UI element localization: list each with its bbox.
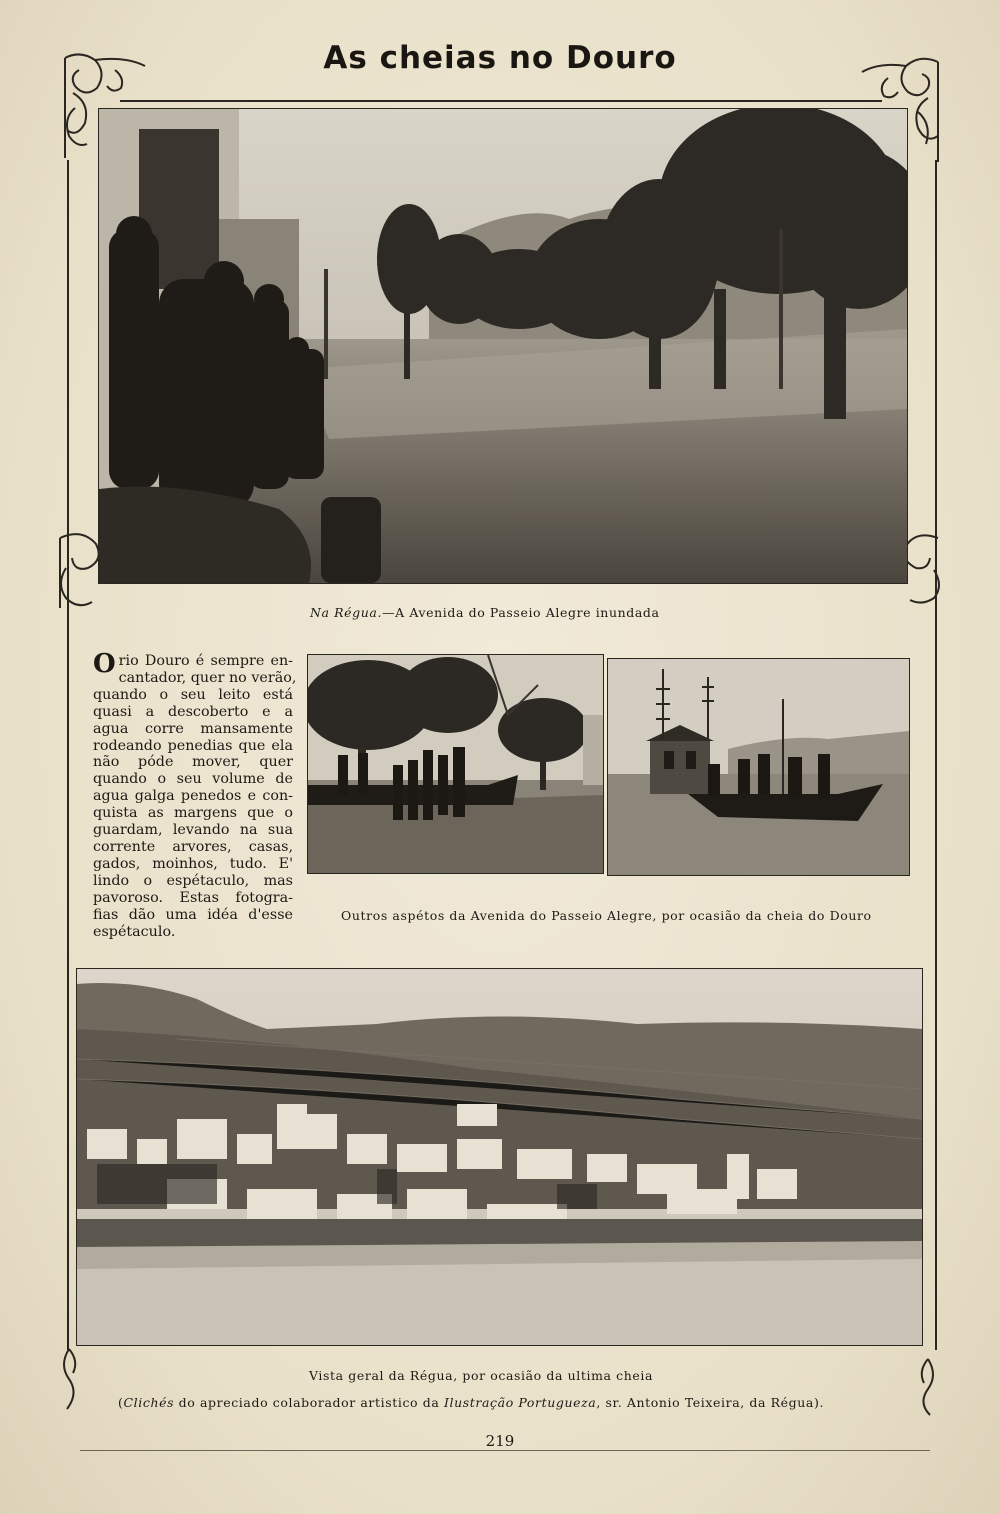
frame-rule-bottom <box>80 1450 930 1451</box>
article-line: rodeando penedias que ela <box>93 737 293 754</box>
credit-open: ( <box>118 1395 124 1410</box>
side-ornament-left-bottom <box>55 1345 85 1415</box>
credit-middle: do apreciado colaborador artistico da <box>174 1395 444 1410</box>
page-title: As cheias no Douro <box>323 40 677 76</box>
middle-photos-caption: Outros aspétos da Avenida do Passeio Alegre, por ocasião da cheia do Douro <box>341 908 872 923</box>
photo-regua-panorama <box>76 968 923 1346</box>
credit-end: , sr. Antonio Teixeira, da Régua). <box>596 1395 825 1410</box>
article-line: rio Douro é sempre en- <box>118 653 293 669</box>
article-line: agua galga penedos e con- <box>93 788 293 805</box>
bottom-photo-caption: Vista geral da Régua, por ocasião da ultima cheia <box>309 1368 654 1383</box>
frame-rule-top <box>120 100 882 102</box>
photo-boat-under-trees <box>307 654 604 874</box>
photo-boat-and-kiosk <box>607 658 910 876</box>
caption-text: —A Avenida do Passeio Alegre inundada <box>382 605 660 620</box>
article-line: lindo o espétaculo, mas <box>93 872 293 889</box>
article-line: fias dão uma idéa d'esse <box>93 906 293 923</box>
photo-credit <box>118 1395 824 1410</box>
article-line: quasi a descoberto e a <box>93 703 293 720</box>
article-line: cantador, quer no verão, <box>118 669 297 686</box>
article-line: pavoroso. Estas fotogra- <box>93 889 293 906</box>
article-line: quando o seu leito está <box>93 686 293 703</box>
article-line: guardam, levando na sua <box>93 822 293 839</box>
article-text <box>93 649 297 940</box>
photo-flooded-avenue <box>98 108 908 584</box>
article-line: agua corre mansamente <box>93 720 293 737</box>
article-line: gados, moinhos, tudo. E' <box>93 855 293 872</box>
drop-cap: O <box>93 649 116 679</box>
article-line: não póde mover, quer <box>93 754 293 771</box>
credit-cliches: Clichés <box>123 1395 175 1410</box>
article-line: corrente arvores, casas, <box>93 838 293 855</box>
credit-publication: Ilustração Portugueza <box>443 1395 597 1410</box>
frame-rule-right <box>935 160 937 1350</box>
main-photo-caption <box>310 605 660 620</box>
article-line: quista as margens que o <box>93 805 293 822</box>
article-line: quando o seu volume de <box>93 771 293 788</box>
side-ornament-right-bottom <box>912 1355 942 1420</box>
frame-rule-left <box>67 160 69 1350</box>
caption-place: Na Régua. <box>310 605 383 620</box>
article-line: espétaculo. <box>93 923 176 940</box>
page-number: 219 <box>485 1432 515 1450</box>
